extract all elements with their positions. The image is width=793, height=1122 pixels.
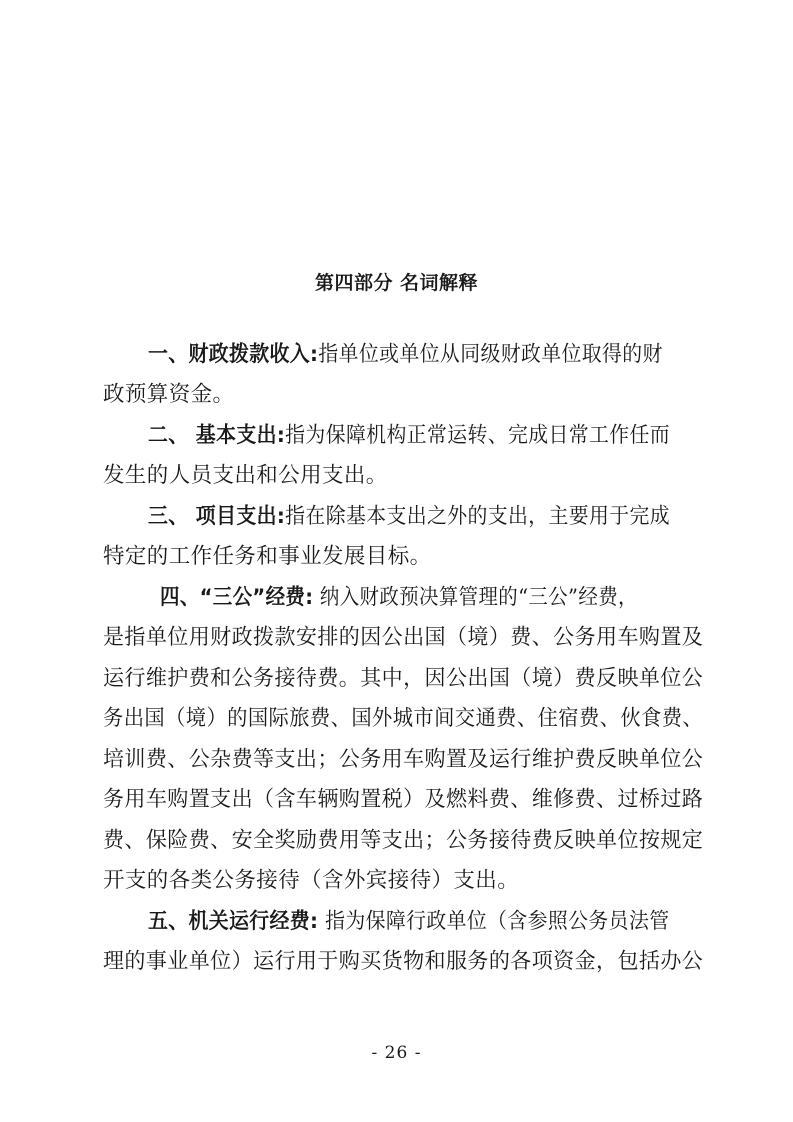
paragraph-line: 是指单位用财政拨款安排的因公出国（境）费、公务用车购置及 [103, 625, 704, 650]
paragraph-line: 开支的各类公务接待（含外宾接待）支出。 [103, 868, 520, 893]
paragraph-line: 政预算资金。 [103, 382, 235, 407]
paragraph-text: 指在除基本支出之外的支出，主要用于完成 [285, 504, 671, 529]
paragraph-line [148, 503, 703, 531]
paragraph-line: 费、保险费、安全奖励费用等支出；公务接待费反映单位按规定 [103, 828, 704, 853]
paragraph-line: 务出国（境）的国际旅费、国外城市间交通费、住宿费、伙食费、 [103, 706, 704, 731]
paragraph-text: 指为保障行政单位（含参照公务员法管 [318, 909, 670, 934]
paragraph-line: 培训费、公杂费等支出；公务用车购置及运行维护费反映单位公 [103, 747, 704, 772]
paragraph-text: 纳入财政预决算管理的“三公”经费， [313, 585, 638, 610]
paragraph-line: 务用车购置支出（含车辆购置税）及燃料费、维修费、过桥过路 [103, 787, 704, 812]
page-number: - 26 - [371, 1043, 422, 1063]
section-heading: 三、 项目支出: [148, 504, 286, 529]
paragraph-line [148, 341, 703, 369]
section-heading: 二、 基本支出: [148, 423, 286, 448]
paragraph-text: 指单位或单位从同级财政单位取得的财 [318, 342, 663, 367]
page-title: 第四部分 名词解释 [314, 272, 479, 294]
section-heading: 四、“三公”经费: [160, 585, 314, 610]
paragraph-line [148, 908, 703, 936]
paragraph-line: 特定的工作任务和事业发展目标。 [103, 544, 432, 569]
paragraph-text: 指为保障机构正常运转、完成日常工作任而 [285, 423, 671, 448]
paragraph-line: 发生的人员支出和公用支出。 [103, 463, 388, 488]
section-heading: 五、机关运行经费: [148, 909, 319, 934]
paragraph-line [160, 584, 703, 612]
paragraph-line: 理的事业单位）运行用于购买货物和服务的各项资金，包括办公 [103, 949, 704, 974]
section-heading: 一、财政拨款收入: [148, 342, 319, 367]
paragraph-line [148, 422, 703, 450]
paragraph-line: 运行维护费和公务接待费。其中，因公出国（境）费反映单位公 [103, 666, 704, 691]
